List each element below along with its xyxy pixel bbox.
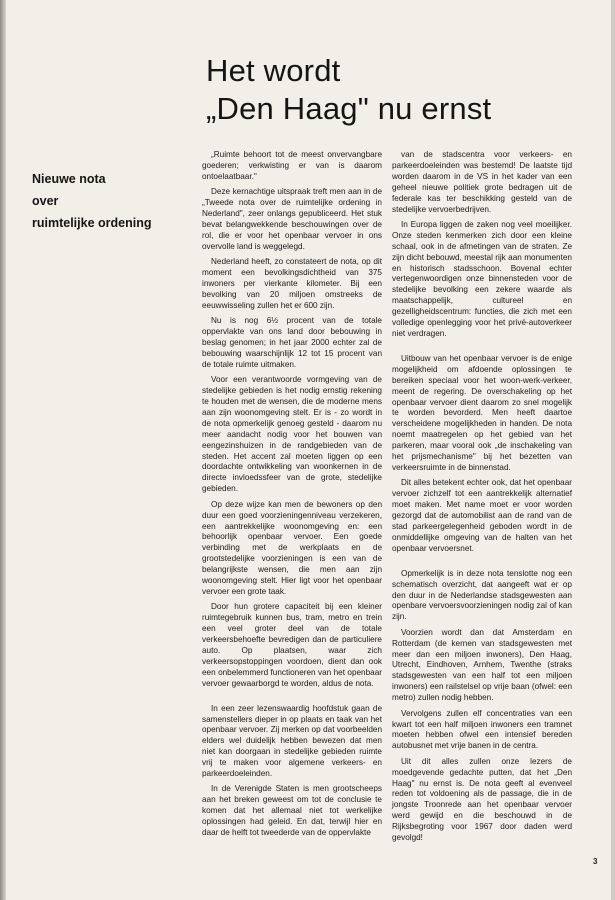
paragraph: Nu is nog 6½ procent van de totale oppervlakte van ons land door bebouwing in beslag genomen; in het jaar 2000 echter zal de bebouwing waarschijnlijk 12 tot 15 procent van de totale ruimte uitmaken. [202,316,382,369]
paragraph: Door hun grotere capaciteit bij een kleiner ruimtegebruik kunnen bus, tram, metro en trein een veel groter deel van de totale verkeersbehoefte bevredigen dan de particuliere auto. Op plaatsen, waar zich verkeersopstoppingen voordoen, dient dan ook een onbelemmerd functioneren van het openbaar vervoer gewaarborgd te worden, aldus de nota. [202,602,382,688]
paragraph: Op deze wijze kan men de bewoners op den duur een goed voorzieningenniveau verzekeren, een aantrekkelijke woonomgeving en: een behoorlijk openbaar vervoer. Een goede verbinding met de werkplaats en de grootstedelijke voorzieningen is een van de belangrijkste wensen, die men aan zijn woonomgeving stelt. Hier ligt voor het openbaar vervoer een grote taak. [202,499,382,596]
article-title-line-1: Het wordt [206,53,341,88]
paragraph: Dit alles betekent echter ook, dat het openbaar vervoer zichzelf tot een aantrekkelijk alternatief moet maken. Met name moet er voor worden gezorgd dat de automobilist aan de rand van de stad parkeergelegenheid geboden wordt in de onmiddellijke omgeving van de halten van het openbaar vervoersnet. [392,478,572,553]
article-title [206,52,576,128]
page-binding-edge [0,0,6,900]
paragraph: „Ruimte behoort tot de meest onvervangbare goederen; verkwisting er van is daarom ontoelaatbaar." [202,150,382,181]
paragraph: Uitbouw van het openbaar vervoer is de enige mogelijkheid om afdoende oplossingen te bereiken speciaal voor het woon-werk-verkeer, meent de regering. De overschakeling op het openbaar vervoer dient daarom zo snel mogelijk te worden bevorderd. Men heeft daartoe verscheidene mogelijkheden in handen. De nota noemt maatregelen op het gebied van het parkeren, maar vooral ook „de inschakeling van het prijsmechanisme" bij het bezetten van verkeersruimte in de binnenstad. [392,353,572,472]
paragraph: Nederland heeft, zo constateert de nota, op dit moment een bevolkingsdichtheid van 375 inwoners per vierkante kilometer. Bij een bevolking van 20 miljoen omstreeks de eeuwwisseling zullen het er 600 zijn. [202,257,382,310]
side-heading-line-2: over [32,194,59,208]
paragraph: Uit dit alles zullen onze lezers de moedgevende gedachte putten, dat het „Den Haag" nu ernst is. De nota geeft al evenveel reden tot voldoening als de passage, die in de jongste Troonrede aan het openbaar vervoer werd gewijd en die beschouwd in de Rijksbegroting voor 1967 door daden werd gevolgd! [392,756,572,843]
paragraph: Deze kernachtige uitspraak treft men aan in de „Tweede nota over de ruimtelijke ordening in Nederland", zeer onlangs gepubliceerd. Het stuk bevat belangwekkende beschouwingen over de rol, die er voor het openbaar vervoer in ons overvolle land is weggelegd. [202,187,382,251]
paragraph: In Europa liggen de zaken nog veel moeilijker. Onze steden kenmerken zich door een kleine schaal, ook in de afmetingen van de straten. Ze zijn dicht bebouwd, meestal rijk aan monumenten en historisch stadsschoon. Bovenal echter vertegenwoordigen onze binnensteden voor de stedelijke bevolking een zekere waarde als maatschappelijk, cultureel en gezelligheidscentrum: functies, die zich met een volledige openlegging voor het privé-autoverkeer niet verdragen. [392,219,572,338]
paragraph: In een zeer lezenswaardig hoofdstuk gaan de samenstellers dieper in op plaats en taak van het openbaar vervoer. Zij merken op dat voorbeelden elders wel duidelijk hebben bewezen dat men niet kan doorgaan in stedelijke gebieden ruimte vrij te maken voor algemene verkeers- en parkeerdoeleinden. [202,703,382,779]
paragraph: van de stadscentra voor verkeers- en parkeerdoeleinden was bestemd! De laatste tijd worden daarom in de VS in het kader van een geheel nieuwe politiek grote bedragen uit de federale kas ter beschikking gesteld van de stedelijke vervoerbedrijven. [392,150,572,214]
page-right-edge [611,0,615,900]
page-number: 3 [593,857,598,866]
side-heading [32,168,172,234]
side-heading-line-3: ruimtelijke ordening [32,216,152,230]
article-title-line-2: „Den Haag" nu ernst [206,91,492,126]
text-column-right [392,150,572,848]
paragraph: Voor een verantwoorde vormgeving van de stedelijke gebieden is het nodig ernstig rekening te houden met de wensen, die de moderne mens aan zijn woonomgeving stelt. Er is - zo wordt in de nota opmerkelijk genoeg gesteld - daarom nu meer aandacht nodig voor het bouwen van eengezinshuizen in de randgebieden van de steden. Het accent zal moeten liggen op een doordachte ontwikkeling van woonkernen in de directe invloedssfeer van de grote, stedelijke gebieden. [202,375,382,494]
side-heading-line-1: Nieuwe nota [32,172,106,186]
paragraph: Vervolgens zullen elf concentraties van een kwart tot een half miljoen inwoners een tramnet moeten hebben ofwel een intensief bereden autobusnet met vrije banen in de centra. [392,708,572,751]
paragraph: Voorzien wordt dan dat Amsterdam en Rotterdam (de kernen van stadsgewesten met meer dan een miljoen inwoners), Den Haag, Utrecht, Eindhoven, Arnhem, Twenthe (straks stadsgewesten van een half tot een miljoen inwoners) een railstelsel op vrije baan (ofwel: een metro) zullen nodig hebben. [392,627,572,703]
paragraph: Opmerkelijk is in deze nota tenslotte nog een schematisch overzicht, dat aangeeft wat er op den duur in de Nederlandse stadsgewesten aan openbare vervoersvoorzieningen nodig zal of kan zijn. [392,568,572,622]
paragraph: In de Verenigde Staten is men grootscheeps aan het breken geweest om tot de conclusie te komen dat het allemaal niet tot werkelijke oplossingen had geleid. En dat, terwijl hier en daar de helft tot tweederde van de oppervlakte [202,784,382,838]
text-column-left [202,150,382,843]
